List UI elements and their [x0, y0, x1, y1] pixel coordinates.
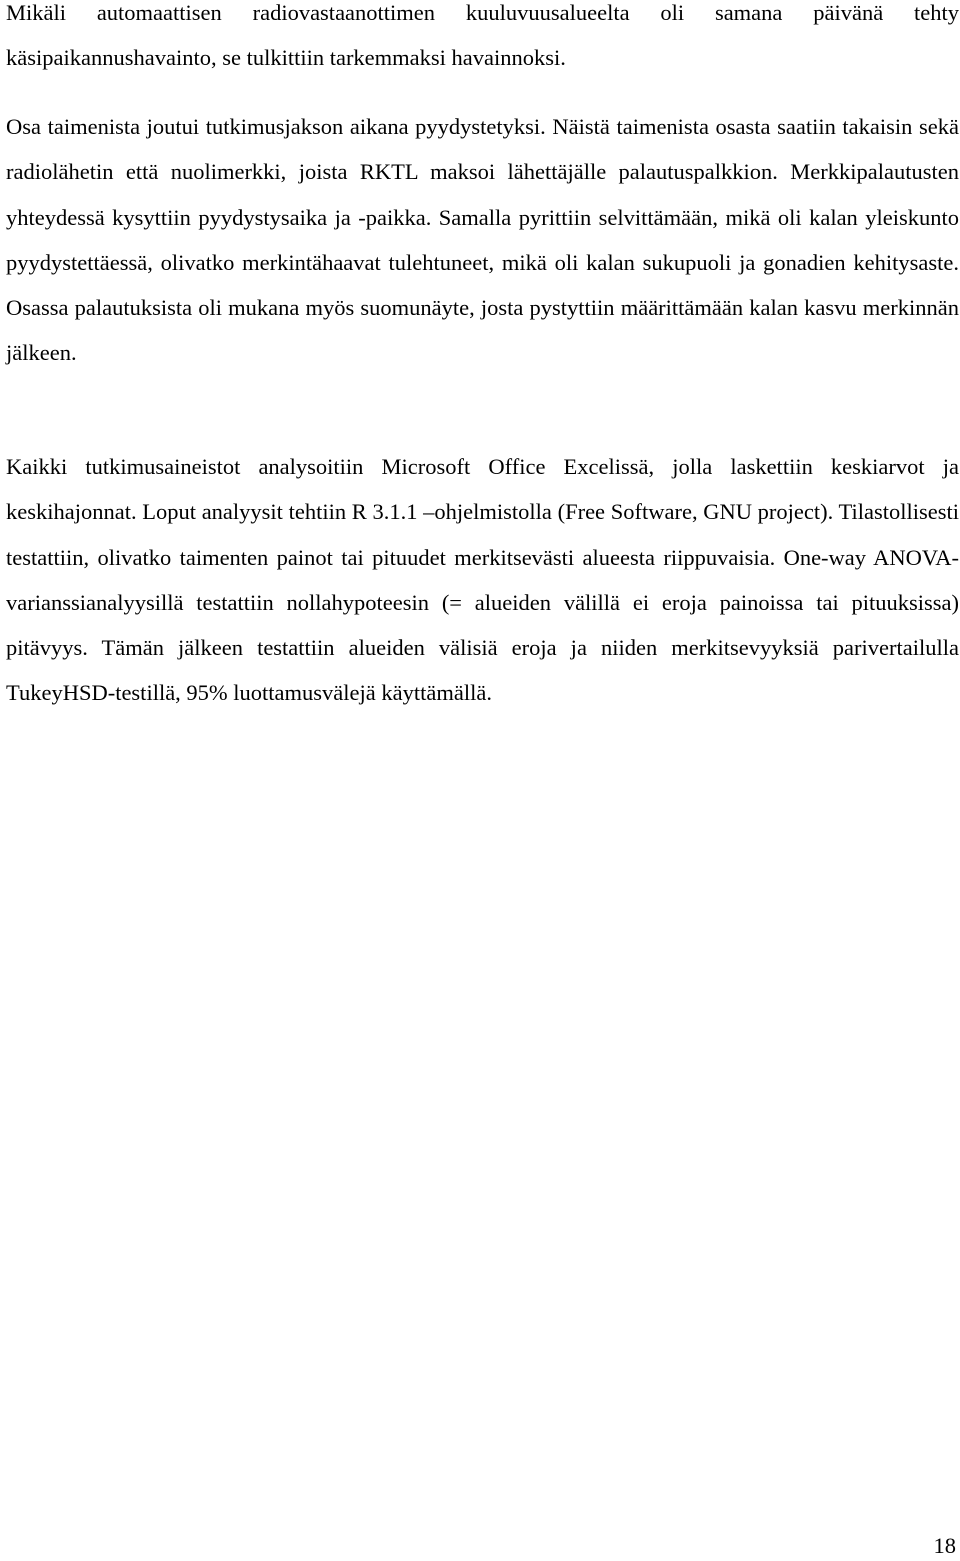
paragraph-3: Kaikki tutkimusaineistot analysoitiin Microsoft Office Excelissä, jolla laskettiin keskiarvot ja keskihajonnat. Loput analyysit tehtiin R 3.1.1 –ohjelmistolla (Free Software, GNU project). Tilastollisesti testattiin, olivatko taimenten painot tai pituudet merkitsevästi alueesta riippuvaisia. One-way ANOVA-varianssianalyysillä testattiin nollahypoteesin (= alueiden välillä ei eroja painoissa tai pituuksissa) pitävyys. Tämän jälkeen testattiin alueiden välisiä eroja ja niiden merkitsevyyksiä parivertailulla TukeyHSD-testillä, 95% luottamusvälejä käyttämällä.: [6, 454, 959, 706]
paragraph-1: Mikäli automaattisen radiovastaanottimen kuuluvuusalueelta oli samana päivänä tehty käsipaikannushavainto, se tulkittiin tarkemmaksi havainnoksi.: [6, 0, 959, 71]
paragraph-2: Osa taimenista joutui tutkimusjakson aikana pyydystetyksi. Näistä taimenista osasta saatiin takaisin sekä radiolähetin että nuolimerkki, joista RKTL maksoi lähettäjälle palautuspalkkion. Merkkipalautusten yhteydessä kysyttiin pyydystysaika ja -paikka. Samalla pyrittiin selvittämään, mikä oli kalan yleiskunto pyydystettäessä, olivatko merkintähaavat tulehtuneet, mikä oli kalan sukupuoli ja gonadien kehitysaste. Osassa palautuksista oli mukana myös suomunäyte, josta pystyttiin määrittämään kalan kasvu merkinnän jälkeen.: [6, 114, 959, 366]
page-number: 18: [933, 1533, 956, 1558]
